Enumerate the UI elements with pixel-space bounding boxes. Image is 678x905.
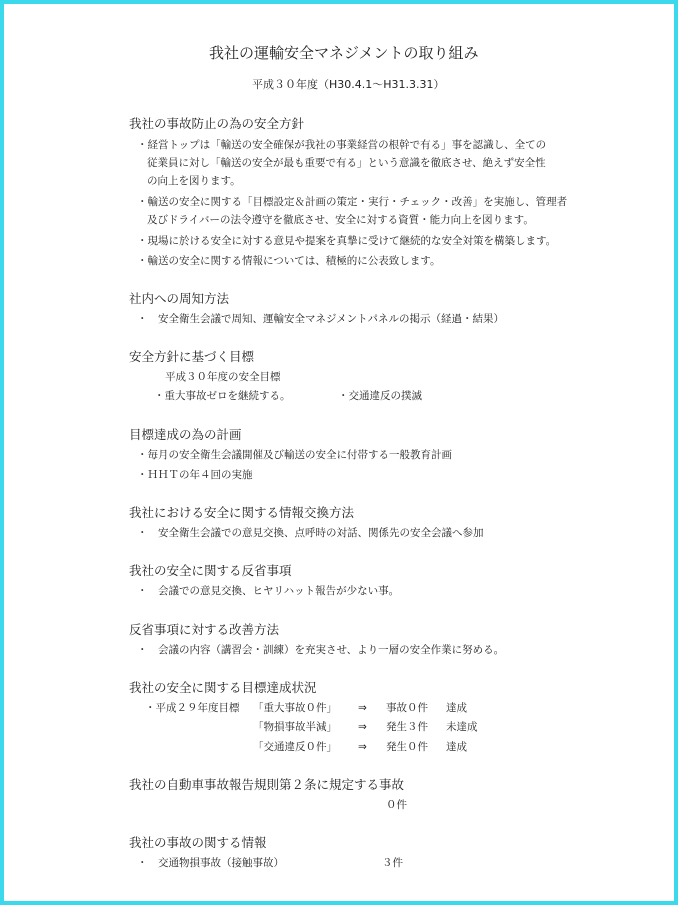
achievement-result: 発生０件 <box>386 741 428 753</box>
achievement-goal: 「重大事故０件」 <box>253 702 337 714</box>
target-item: ・交通違反の撲滅 <box>338 390 422 402</box>
reflection-line: ・ 会議での意見交換、ヒヤリハット報告が少ない事。 <box>137 585 400 597</box>
section-heading-reflection: 我社の安全に関する反省事項 <box>129 563 292 578</box>
fiscal-period: 平成３０年度（H30.4.1～H31.3.31） <box>252 78 445 91</box>
section-heading-accident-info: 我社の事故の関する情報 <box>129 835 267 850</box>
plan-line: ・毎月の安全衛生会議開催及び輸送の安全に付帯する一般教育計画 <box>137 449 452 461</box>
info-exchange-line: ・ 安全衛生会議での意見交換、点呼時の対話、関係先の安全会議へ参加 <box>137 527 484 539</box>
policy-line: の向上を図ります。 <box>147 175 241 187</box>
notice-line: ・ 安全衛生会議で周知、運輸安全マネジメントパネルの掲示（経過・結果） <box>137 313 504 325</box>
section-heading-achievement: 我社の安全に関する目標達成状況 <box>129 680 317 695</box>
section-heading-internal-notice: 社内への周知方法 <box>129 291 230 306</box>
plan-line: ・ＨＨＴの年４回の実施 <box>137 469 253 481</box>
policy-line: ・現場に於ける安全に対する意見や提案を真摯に受けて継続的な安全対策を構築します。 <box>137 235 557 247</box>
section-heading-accident-rule: 我社の自動車事故報告規則第２条に規定する事故 <box>129 777 405 792</box>
section-heading-safety-policy: 我社の事故防止の為の安全方針 <box>129 116 305 131</box>
section-heading-plan: 目標達成の為の計画 <box>129 427 242 442</box>
section-heading-targets: 安全方針に基づく目標 <box>129 349 255 364</box>
document-title: 我社の運輸安全マネジメントの取り組み <box>209 44 479 62</box>
improvement-line: ・ 会議の内容（講習会・訓練）を充実させ、より一層の安全作業に努める。 <box>137 644 505 656</box>
accident-rule-count: ０件 <box>386 799 407 811</box>
achievement-result: 事故０件 <box>386 702 428 714</box>
achievement-status: 未達成 <box>446 721 478 733</box>
section-heading-info-exchange: 我社における安全に関する情報交換方法 <box>129 505 355 520</box>
accident-info-count: ３件 <box>382 857 403 869</box>
achievement-goal: 「交通違反０件」 <box>253 741 337 753</box>
achievement-status: 達成 <box>446 702 467 714</box>
achievement-goal: 「物損事故半減」 <box>253 721 337 733</box>
achievement-prefix: ・平成２９年度目標 <box>145 702 240 714</box>
section-heading-improvement: 反省事項に対する改善方法 <box>129 622 280 637</box>
policy-line: ・輸送の安全に関する情報については、積極的に公表致します。 <box>137 255 441 267</box>
target-item: ・重大事故ゼロを継続する。 <box>154 390 291 402</box>
target-year-line: 平成３０年度の安全目標 <box>165 371 281 383</box>
arrow-icon: ⇒ <box>358 741 367 753</box>
accident-info-line: ・ 交通物損事故（接触事故） <box>137 857 284 869</box>
arrow-icon: ⇒ <box>358 702 367 714</box>
achievement-result: 発生３件 <box>386 721 428 733</box>
policy-line: ・経営トップは「輸送の安全確保が我社の事業経営の根幹で有る」事を認識し、全ての <box>137 139 547 151</box>
arrow-icon: ⇒ <box>358 721 367 733</box>
policy-line: 及びドライバーの法令遵守を徹底させ、安全に対する資質・能力向上を図ります。 <box>147 214 534 226</box>
policy-line: ・輸送の安全に関する「目標設定＆計画の策定・実行・チェック・改善」を実施し、管理者 <box>137 196 568 208</box>
achievement-status: 達成 <box>446 741 467 753</box>
policy-line: 従業員に対し「輸送の安全が最も重要で有る」という意識を徹底させ、絶えず安全性 <box>147 157 546 169</box>
